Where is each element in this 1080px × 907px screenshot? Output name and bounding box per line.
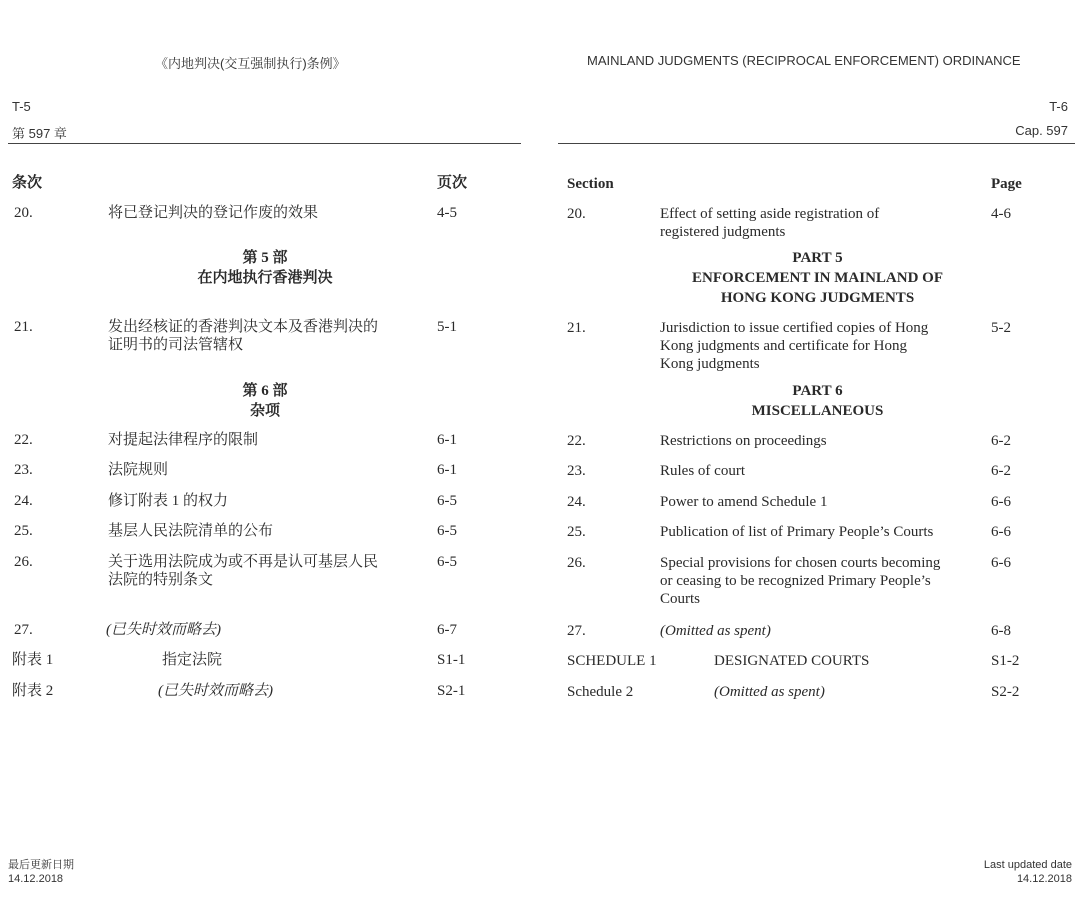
schedule-page: S1-1 [437, 652, 466, 668]
entry-title-line1: Special provisions for chosen courts becoming [660, 555, 941, 571]
entry-title-line2: 证明书的司法管辖权 [108, 337, 244, 353]
entry-page: 6-6 [991, 524, 1011, 540]
entry-number: 24. [14, 493, 33, 509]
left-col-page-heading: 页次 [437, 175, 468, 191]
entry-title-line1: Effect of setting aside registration of [660, 206, 880, 222]
right-part-6-heading: PART 6 MISCELLANEOUS [751, 383, 884, 419]
right-header-rule [558, 143, 1075, 144]
entry-page: 6-1 [437, 432, 457, 448]
schedule-title: 指定法院 [162, 652, 223, 668]
left-page-number: T-5 [12, 99, 31, 114]
entry-number: 27. [14, 622, 33, 638]
entry-page: 6-7 [437, 622, 457, 638]
entry-number: 24. [567, 494, 586, 510]
entry-title: Restrictions on proceedings [660, 433, 827, 449]
left-header-rule [8, 143, 521, 144]
entry-title: Publication of list of Primary People’s Courts [660, 524, 934, 540]
left-col-section-heading: 条次 [12, 175, 43, 191]
entry-page: 6-2 [991, 433, 1011, 449]
schedule-page: S2-2 [991, 684, 1020, 700]
right-footer-date: 14.12.2018 [1016, 873, 1072, 885]
entry-page: 6-5 [437, 554, 457, 570]
entry-title: (已失时效而略去) [106, 622, 221, 638]
right-footer-label: Last updated date [983, 859, 1072, 871]
entry-title-line1: 关于选用法院成为或不再是认可基层人民 [108, 554, 379, 570]
left-footer-date: 14.12.2018 [8, 873, 64, 885]
schedule-number: 附表 2 [12, 683, 54, 699]
schedule-page: S2-1 [437, 683, 466, 699]
left-part-5-heading: 第 5 部 在内地执行香港判决 [197, 250, 333, 286]
right-running-title: MAINLAND JUDGMENTS (RECIPROCAL ENFORCEMENT) ORDINANCE [587, 53, 1021, 68]
left-running-title: 《内地判决(交互强制执行)条例》 [155, 56, 346, 71]
entry-title: Rules of court [660, 463, 745, 479]
entry-number: 20. [14, 205, 33, 221]
entry-page: 6-5 [437, 523, 457, 539]
entry-number: 26. [567, 555, 586, 571]
entry-page: 6-6 [991, 494, 1011, 510]
entry-title-line2: or ceasing to be recognized Primary People’s [660, 573, 931, 589]
schedule-title: DESIGNATED COURTS [714, 653, 870, 669]
left-part-6-heading: 第 6 部 杂项 [242, 383, 288, 419]
entry-title-line2: registered judgments [660, 224, 786, 240]
entry-title: 法院规则 [108, 462, 169, 478]
entry-number: 21. [14, 319, 33, 335]
right-col-section-heading: Section [567, 176, 614, 192]
entry-number: 25. [14, 523, 33, 539]
entry-title: 将已登记判决的登记作废的效果 [108, 205, 319, 221]
entry-title-line2: Kong judgments and certificate for Hong [660, 338, 908, 354]
schedule-title: (Omitted as spent) [714, 684, 825, 700]
entry-title-line3: Courts [660, 591, 701, 607]
entry-number: 25. [567, 524, 586, 540]
right-col-page-heading: Page [991, 176, 1022, 192]
entry-page: 6-1 [437, 462, 457, 478]
right-part-5-heading: PART 5 ENFORCEMENT IN MAINLAND OF HONG KONG JUDGMENTS [692, 250, 943, 306]
right-chapter: Cap. 597 [1015, 123, 1068, 138]
entry-number: 27. [567, 623, 586, 639]
entry-number: 22. [567, 433, 586, 449]
entry-number: 22. [14, 432, 33, 448]
schedule-page: S1-2 [991, 653, 1020, 669]
entry-page: 6-2 [991, 463, 1011, 479]
schedule-number: SCHEDULE 1 [567, 653, 657, 669]
entry-title: 对提起法律程序的限制 [108, 432, 259, 448]
entry-number: 21. [567, 320, 586, 336]
schedule-number: Schedule 2 [567, 684, 634, 700]
entry-number: 23. [567, 463, 586, 479]
schedule-title: (已失时效而略去) [158, 683, 273, 699]
right-page-number: T-6 [1049, 99, 1068, 114]
entry-title: 基层人民法院清单的公布 [108, 523, 274, 539]
entry-page: 5-2 [991, 320, 1011, 336]
entry-page: 4-5 [437, 205, 457, 221]
schedule-number: 附表 1 [12, 652, 54, 668]
entry-number: 20. [567, 206, 586, 222]
entry-page: 4-6 [991, 206, 1011, 222]
entry-title: 修订附表 1 的权力 [108, 493, 229, 509]
entry-title: (Omitted as spent) [660, 623, 771, 639]
left-chapter: 第 597 章 [12, 126, 67, 141]
entry-title-line1: Jurisdiction to issue certified copies of Hong [660, 320, 929, 336]
left-footer-label: 最后更新日期 [8, 859, 74, 871]
entry-number: 26. [14, 554, 33, 570]
entry-page: 5-1 [437, 319, 457, 335]
entry-page: 6-6 [991, 555, 1011, 571]
entry-page: 6-5 [437, 493, 457, 509]
entry-number: 23. [14, 462, 33, 478]
entry-title: Power to amend Schedule 1 [660, 494, 828, 510]
entry-title-line2: 法院的特别条文 [108, 572, 214, 588]
entry-title-line1: 发出经核证的香港判决文本及香港判决的 [108, 319, 379, 335]
entry-title-line3: Kong judgments [660, 356, 760, 372]
entry-page: 6-8 [991, 623, 1011, 639]
